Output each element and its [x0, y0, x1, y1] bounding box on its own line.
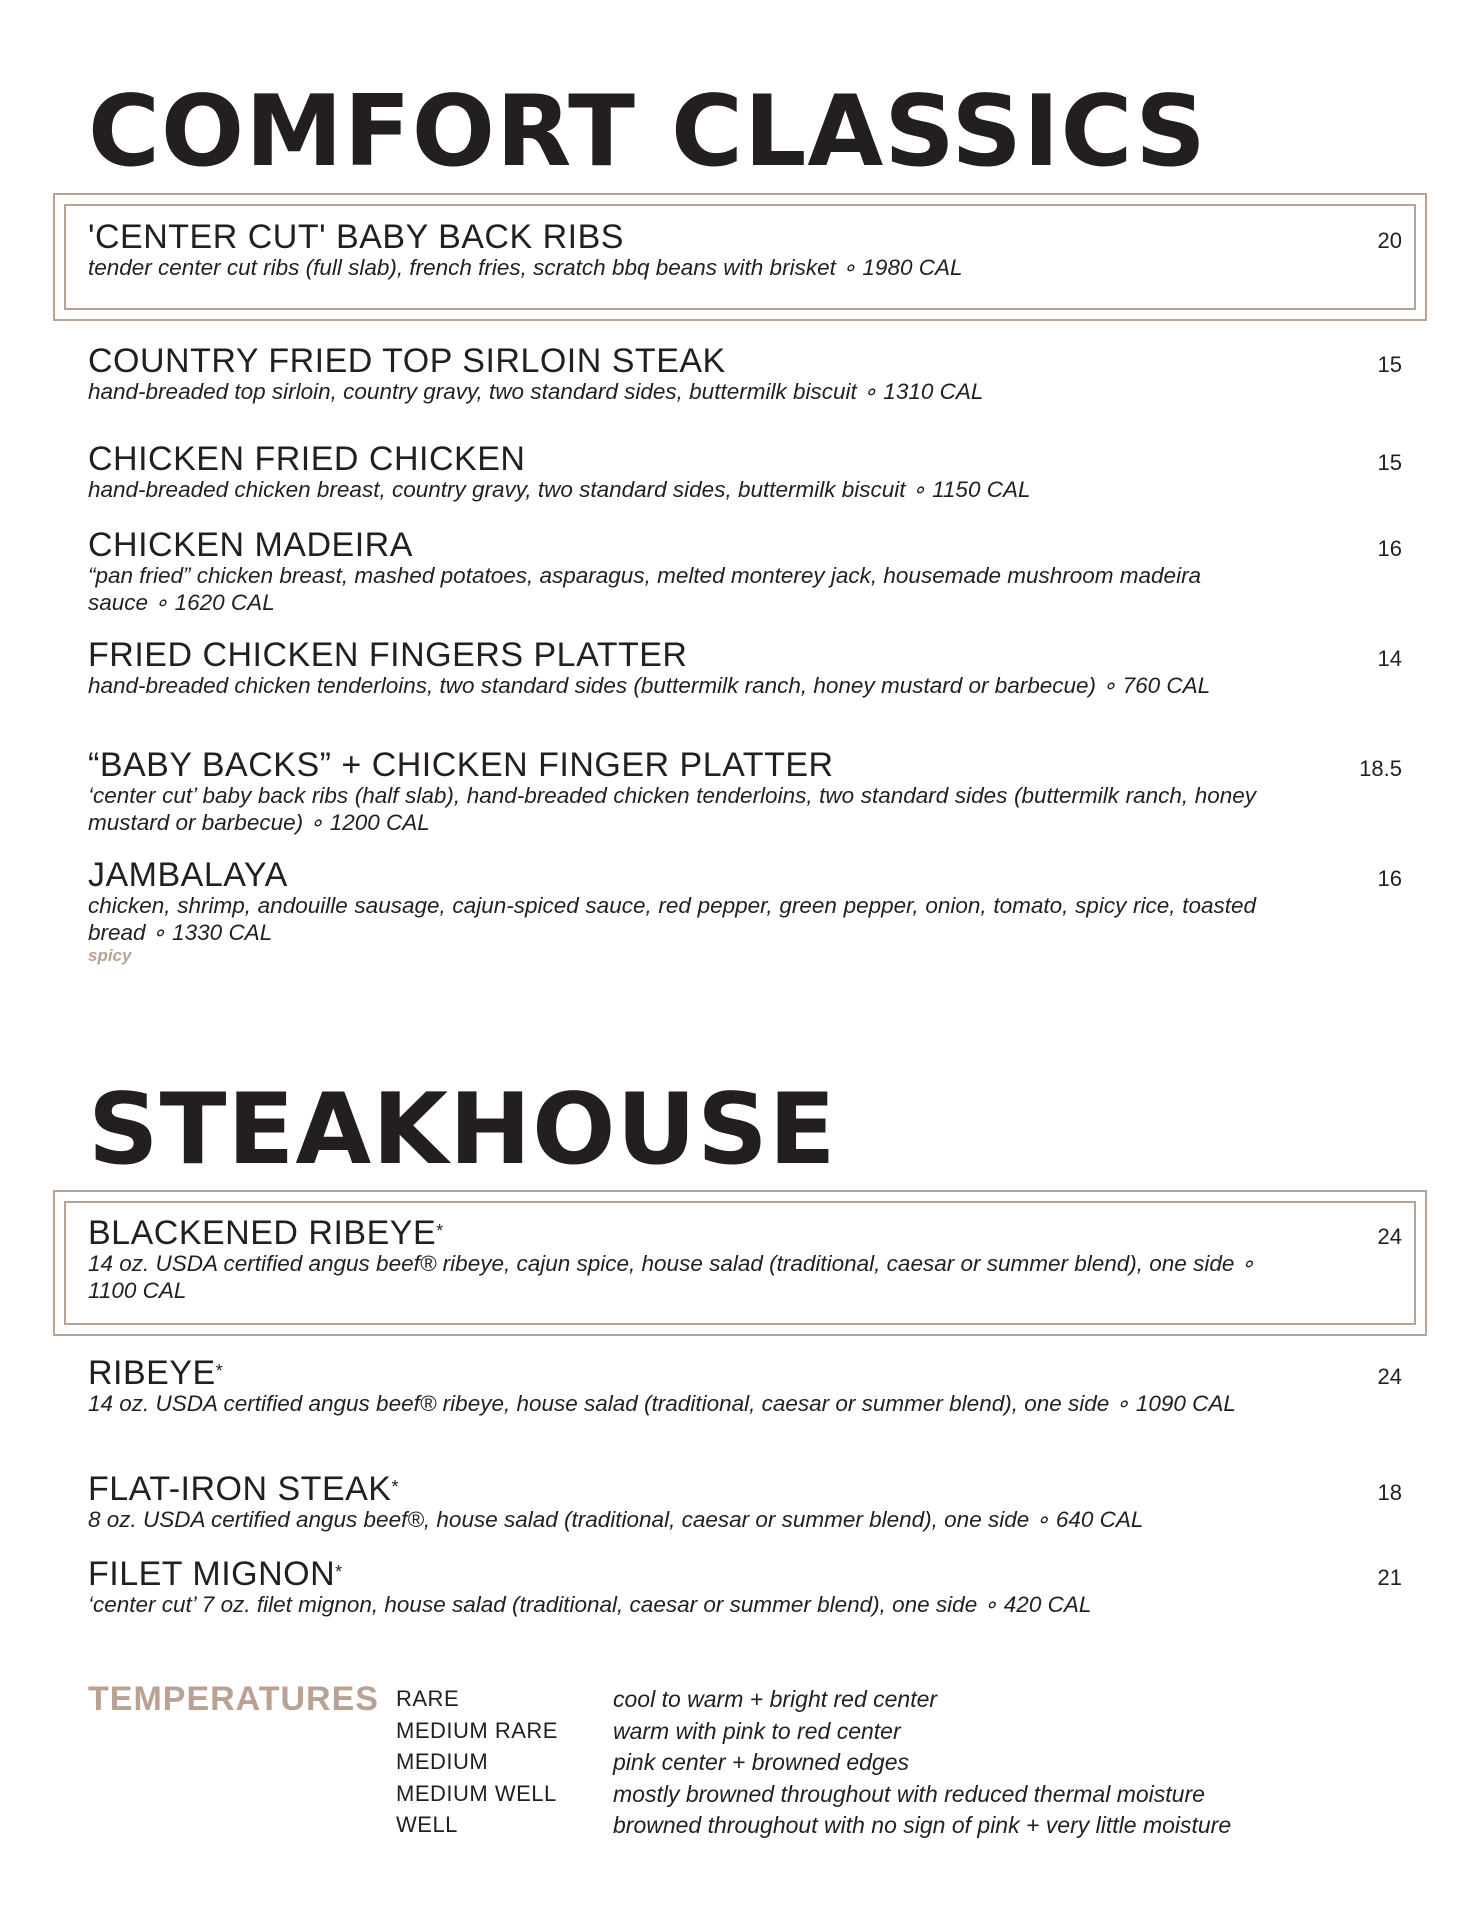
item-name: FRIED CHICKEN FINGERS PLATTER — [88, 636, 688, 674]
temperature-description: cool to warm + bright red center — [613, 1686, 938, 1712]
item-price: 15 — [1377, 450, 1402, 475]
item-description: chicken, shrimp, andouille sausage, cajun-spiced sauce, red pepper, green pepper, onion, tomato, spicy rice, toasted bread ∘ 1330 CAL — [88, 893, 1256, 945]
item-price: 18.5 — [1359, 756, 1402, 781]
item-description: “pan fried” chicken breast, mashed potatoes, asparagus, melted monterey jack, housemade mushroom madeira sauce ∘ 1620 CAL — [88, 563, 1202, 615]
temperature-description: mostly browned throughout with reduced thermal moisture — [613, 1780, 1205, 1807]
menu-item-chicken-fingers-platter — [88, 636, 1408, 699]
item-name: BLACKENED RIBEYE* — [88, 1214, 444, 1252]
temperature-description: browned throughout with no sign of pink + very little moisture — [613, 1812, 1232, 1838]
item-name: CHICKEN FRIED CHICKEN — [88, 440, 526, 478]
menu-item-chicken-madeira — [88, 526, 1408, 616]
temperature-name: WELL — [396, 1812, 458, 1837]
menu-item-filet-mignon — [88, 1555, 1408, 1618]
temperature-name: MEDIUM — [396, 1749, 489, 1774]
temperature-name: RARE — [396, 1686, 460, 1711]
comfort-classics-title: COMFORT CLASSICS — [88, 75, 1207, 189]
item-description: 14 oz. USDA certified angus beef® ribeye, house salad (traditional, caesar or summer blend), one side ∘ 1090 CAL — [88, 1391, 1236, 1416]
item-name: 'CENTER CUT' BABY BACK RIBS — [88, 218, 624, 256]
item-price: 24 — [1377, 1364, 1402, 1389]
menu-item-chicken-fried-chicken — [88, 440, 1408, 503]
item-price: 16 — [1377, 536, 1402, 561]
item-description: hand-breaded chicken tenderloins, two standard sides (buttermilk ranch, honey mustard or barbecue) ∘ 760 CAL — [88, 673, 1211, 698]
menu-item-baby-backs-chicken-platter — [88, 746, 1408, 836]
temperature-name: MEDIUM WELL — [396, 1780, 557, 1806]
item-description: ‘center cut’ 7 oz. filet mignon, house salad (traditional, caesar or summer blend), one side ∘ 420 CAL — [88, 1592, 1092, 1617]
temperature-name: MEDIUM RARE — [396, 1717, 558, 1743]
item-name: FILET MIGNON* — [88, 1555, 343, 1593]
item-description: 14 oz. USDA certified angus beef® ribeye, cajun spice, house salad (traditional, caesar or summer blend), one side ∘ 1100 CAL — [88, 1251, 1255, 1303]
item-name: “BABY BACKS” + CHICKEN FINGER PLATTER — [88, 746, 834, 784]
menu-item-blackened-ribeye — [88, 1214, 1408, 1304]
item-price: 14 — [1377, 646, 1402, 671]
temperatures-heading: TEMPERATURES — [88, 1680, 379, 1718]
item-price: 21 — [1377, 1565, 1402, 1590]
item-description: ‘center cut’ baby back ribs (half slab), hand-breaded chicken tenderloins, two standard sides (buttermilk ranch, honey mustard or barbecue) ∘ 1200 CAL — [88, 783, 1256, 835]
menu-item-baby-back-ribs — [88, 218, 1408, 281]
item-price: 20 — [1377, 228, 1402, 253]
temperature-description: pink center + browned edges — [613, 1749, 910, 1775]
item-description: 8 oz. USDA certified angus beef®, house salad (traditional, caesar or summer blend), one side ∘ 640 CAL — [88, 1507, 1144, 1532]
item-name: COUNTRY FRIED TOP SIRLOIN STEAK — [88, 342, 726, 380]
item-name: CHICKEN MADEIRA — [88, 526, 413, 564]
temperature-description: warm with pink to red center — [613, 1717, 901, 1744]
menu-item-country-fried-steak — [88, 342, 1408, 405]
item-price: 24 — [1377, 1224, 1402, 1249]
item-description: hand-breaded top sirloin, country gravy, two standard sides, buttermilk biscuit ∘ 1310 CAL — [88, 379, 984, 404]
item-name: FLAT-IRON STEAK* — [88, 1470, 399, 1508]
menu-item-ribeye — [88, 1354, 1408, 1417]
spicy-tag: spicy — [88, 946, 132, 965]
menu-item-flat-iron-steak — [88, 1470, 1408, 1533]
item-price: 15 — [1377, 352, 1402, 377]
item-name: JAMBALAYA — [88, 856, 288, 894]
steakhouse-title: STEAKHOUSE — [88, 1073, 837, 1187]
menu-item-jambalaya — [88, 856, 1408, 966]
item-description: hand-breaded chicken breast, country gravy, two standard sides, buttermilk biscuit ∘ 1150 CAL — [88, 477, 1031, 502]
item-price: 16 — [1377, 866, 1402, 891]
item-name: RIBEYE* — [88, 1354, 224, 1392]
item-price: 18 — [1377, 1480, 1402, 1505]
item-description: tender center cut ribs (full slab), french fries, scratch bbq beans with brisket ∘ 1980 CAL — [88, 255, 963, 280]
